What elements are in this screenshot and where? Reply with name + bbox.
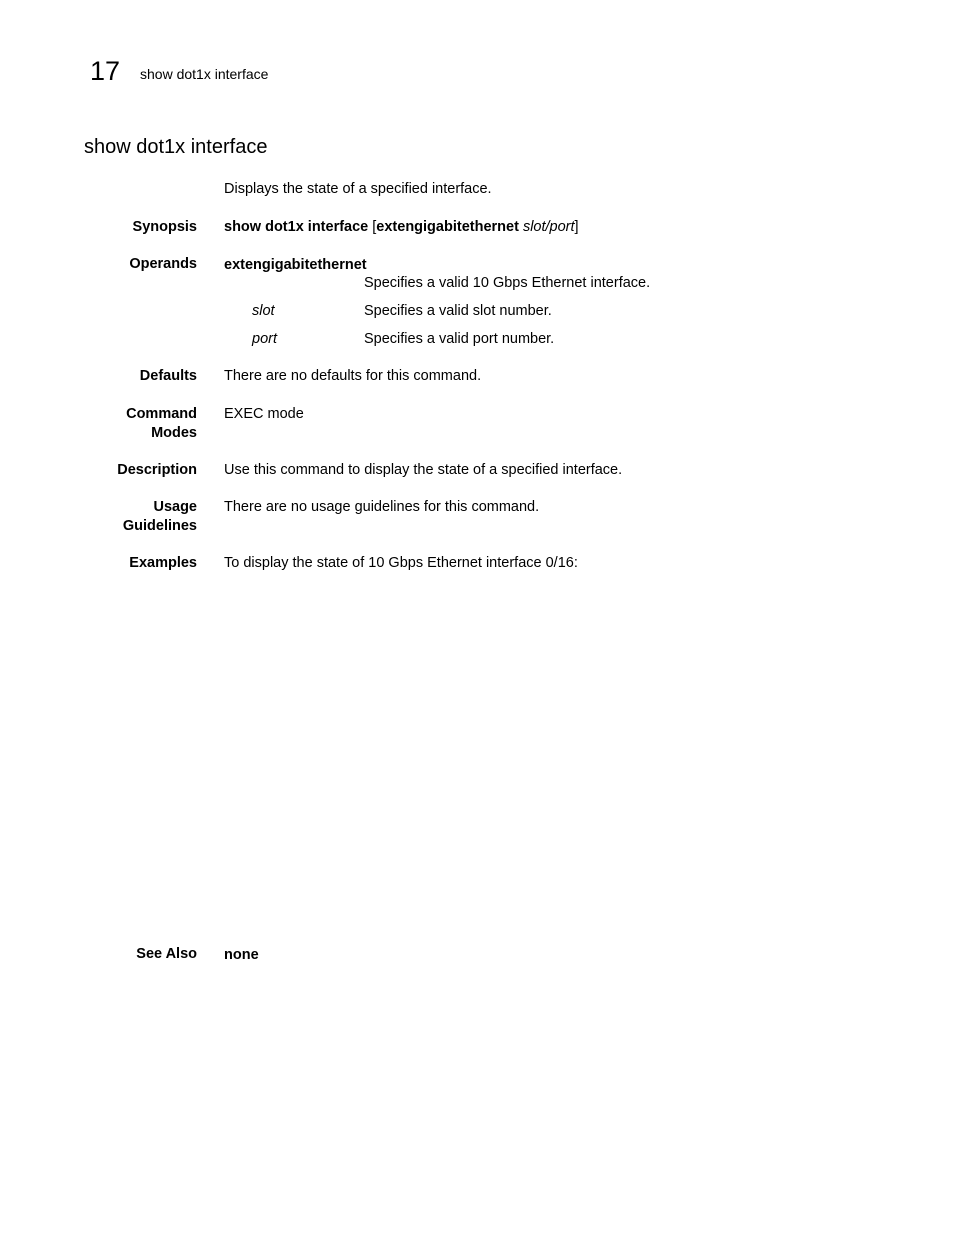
usage-label-line2: Guidelines: [122, 518, 197, 534]
section-summary: Displays the state of a specified interface.: [224, 181, 492, 197]
operand-name-port: port: [252, 331, 277, 347]
usage-label-line1: Usage: [153, 499, 197, 515]
operand-keyword-description: Specifies a valid 10 Gbps Ethernet interface.: [364, 275, 651, 291]
synopsis-label: Synopsis: [132, 219, 197, 235]
operand-keyword: extengigabitethernet: [224, 257, 367, 273]
examples-text: To display the state of 10 Gbps Ethernet interface 0/16:: [224, 555, 578, 571]
command-modes-label: [37, 405, 197, 443]
synopsis-command: show dot1x interface: [224, 219, 369, 235]
command-modes-label-line2: Modes: [151, 425, 197, 441]
synopsis-close-bracket: ]: [574, 219, 579, 235]
see-also-text: none: [224, 947, 259, 963]
operand-desc-slot: Specifies a valid slot number.: [364, 303, 552, 319]
synopsis-open-bracket: [: [372, 219, 377, 235]
defaults-text: There are no defaults for this command.: [224, 368, 482, 384]
command-modes-label-line1: Command: [126, 406, 197, 422]
usage-guidelines-text: There are no usage guidelines for this command.: [224, 499, 540, 515]
operand-desc-port: Specifies a valid port number.: [364, 331, 555, 347]
description-text: Use this command to display the state of a specified interface.: [224, 462, 623, 478]
operand-name-slot: slot: [252, 303, 275, 319]
description-label: Description: [117, 462, 197, 478]
defaults-label: Defaults: [139, 368, 197, 384]
usage-guidelines-label: [37, 498, 197, 536]
see-also-label: See Also: [136, 946, 197, 962]
synopsis-keyword: extengigabitethernet: [376, 219, 519, 235]
synopsis-argument: slot/port: [522, 219, 575, 235]
chapter-number: 17: [90, 56, 121, 86]
page-title: show dot1x interface: [84, 136, 268, 158]
operands-label: Operands: [129, 256, 197, 272]
running-head-title: show dot1x interface: [140, 66, 269, 82]
command-modes-text: EXEC mode: [224, 406, 304, 422]
examples-label: Examples: [129, 555, 197, 571]
synopsis-line: [224, 220, 579, 235]
